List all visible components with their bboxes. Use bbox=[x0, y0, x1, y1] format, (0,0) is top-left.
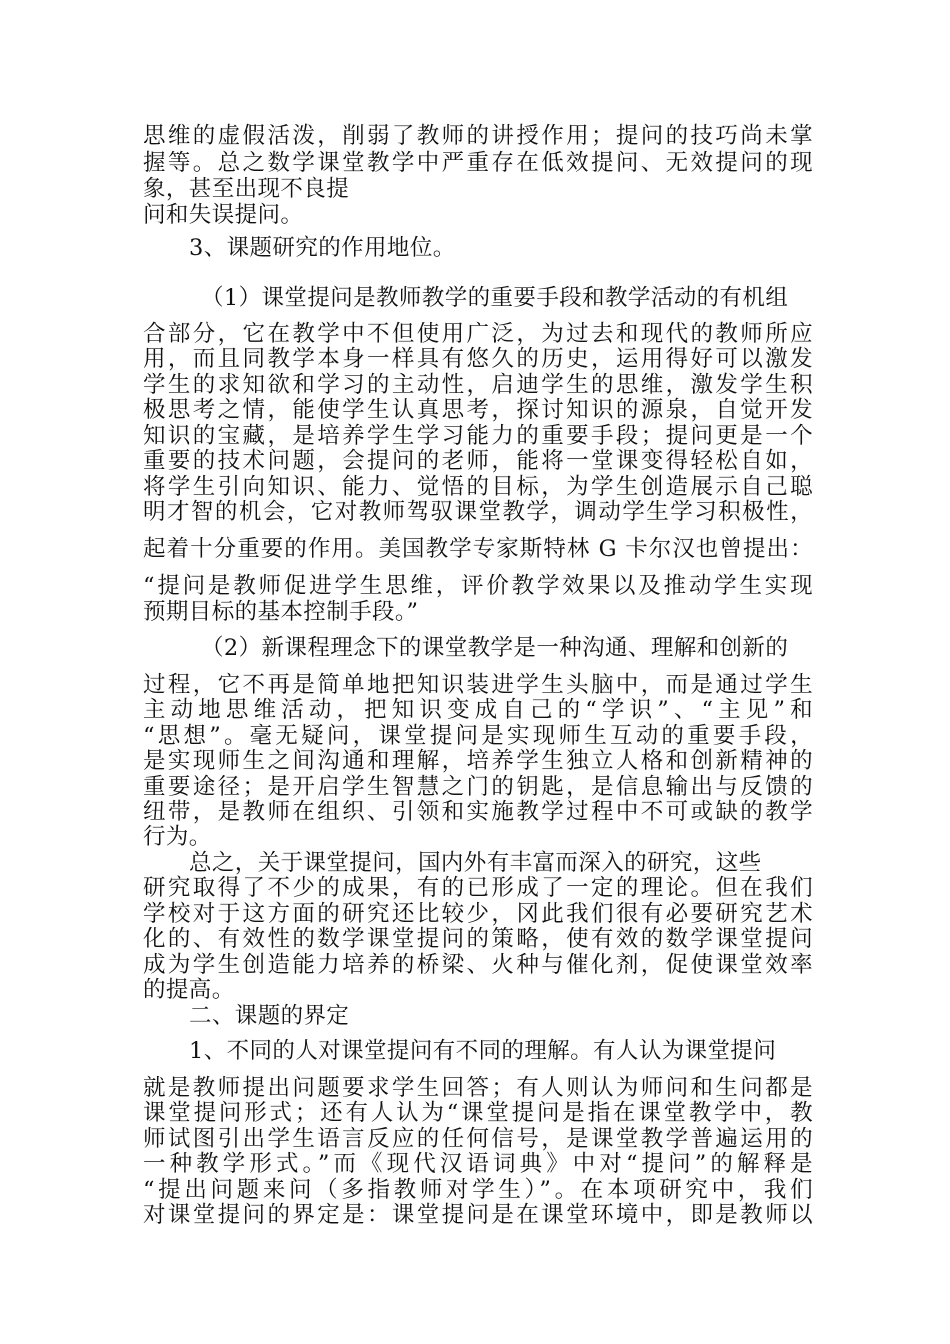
text-line: 明才智的机会，它对教师驾驭课堂教学，调动学生学习积极性， bbox=[143, 499, 813, 525]
text-line: 问和失误提问。 bbox=[143, 202, 304, 228]
text-line: 成为学生创造能力培养的桥梁、火种与催化剂，促使课堂效率 bbox=[143, 952, 813, 978]
text-line: （2）新课程理念下的课堂教学是一种沟通、理解和创新的 bbox=[201, 635, 789, 661]
text-line: 合部分，它在教学中不但使用广泛，为过去和现代的教师所应 bbox=[143, 321, 813, 347]
text-line: 师试图引出学生语言反应的任何信号，是课堂教学普遍运用的 bbox=[143, 1126, 813, 1152]
text-line: 纽带，是教师在组织、引领和实施教学过程中不可或缺的教学 bbox=[143, 799, 813, 825]
text-line: 极思考之情，能使学生认真思考，探讨知识的源泉，自觉开发 bbox=[143, 397, 813, 423]
text-line: 行为。 bbox=[143, 824, 212, 850]
text-line: 研究取得了不少的成果，有的已形成了一定的理论。但在我们 bbox=[143, 875, 813, 901]
text-line: 知识的宝藏，是培养学生学习能力的重要手段；提问更是一个 bbox=[143, 423, 813, 449]
text-line: 过程，它不再是简单地把知识装进学生头脑中，而是通过学生 bbox=[143, 672, 813, 698]
text-line: 重要的技术问题，会提问的老师，能将一堂课变得轻松自如， bbox=[143, 448, 813, 474]
text-line: 预期目标的基本控制手段。” bbox=[143, 599, 419, 625]
text-line: 思维的虚假活泼，削弱了教师的讲授作用；提问的技巧尚未掌 bbox=[143, 123, 813, 149]
text-line: 1、不同的人对课堂提问有不同的理解。有人认为课堂提问 bbox=[189, 1038, 777, 1064]
text-line: 学校对于这方面的研究还比较少，冈此我们很有必要研究艺术 bbox=[143, 901, 813, 927]
text-line: 象，甚至出现不良提 bbox=[143, 176, 350, 202]
text-line: （1）课堂提问是教师教学的重要手段和教学活动的有机组 bbox=[201, 285, 789, 311]
text-line: 是实现师生之间沟通和理解，培养学生独立人格和创新精神的 bbox=[143, 748, 813, 774]
text-line: “思想”。毫无疑问，课堂提问是实现师生互动的重要手段， bbox=[143, 723, 813, 749]
text-line: 课堂提问形式；还有人认为“课堂提问是指在课堂教学中，教 bbox=[143, 1100, 813, 1126]
text-line: 将学生引向知识、能力、觉悟的目标，为学生创造展示自己聪 bbox=[143, 474, 813, 500]
text-line: 主动地思维活动，把知识变成自己的“学识”、“主见”和 bbox=[143, 697, 813, 723]
text-line: 重要途径；是开启学生智慧之门的钥匙，是信息输出与反馈的 bbox=[143, 774, 813, 800]
text-line: 一种教学形式。”而《现代汉语词典》中对“提问”的解释是 bbox=[143, 1151, 813, 1177]
text-line: 用，而且同教学本身一样具有悠久的历史，运用得好可以激发 bbox=[143, 346, 813, 372]
text-line: “提出问题来问（多指教师对学生）”。在本项研究中，我们 bbox=[143, 1177, 813, 1203]
text-line: 对课堂提问的界定是：课堂提问是在课堂环境中，即是教师以 bbox=[143, 1202, 813, 1228]
section-heading: 二、课题的界定 bbox=[189, 1003, 350, 1029]
text-line: “提问是教师促进学生思维，评价教学效果以及推动学生实现 bbox=[143, 573, 813, 599]
text-line: 起着十分重要的作用。美国教学专家斯特林 G 卡尔汉也曾提出： bbox=[143, 536, 813, 562]
text-line: 学生的求知欲和学习的主动性，启迪学生的思维，激发学生积 bbox=[143, 372, 813, 398]
text-line: 的提高。 bbox=[143, 977, 235, 1003]
section-heading: 3、课题研究的作用地位。 bbox=[189, 235, 456, 261]
text-line: 化的、有效性的数学课堂提问的策略，使有效的数学课堂提问 bbox=[143, 926, 813, 952]
text-line: 就是教师提出问题要求学生回答；有人则认为师问和生问都是 bbox=[143, 1075, 813, 1101]
text-line: 握等。总之数学课堂教学中严重存在低效提问、无效提问的现 bbox=[143, 150, 813, 176]
text-line: 总之，关于课堂提问，国内外有丰富而深入的研究，这些 bbox=[189, 850, 762, 876]
